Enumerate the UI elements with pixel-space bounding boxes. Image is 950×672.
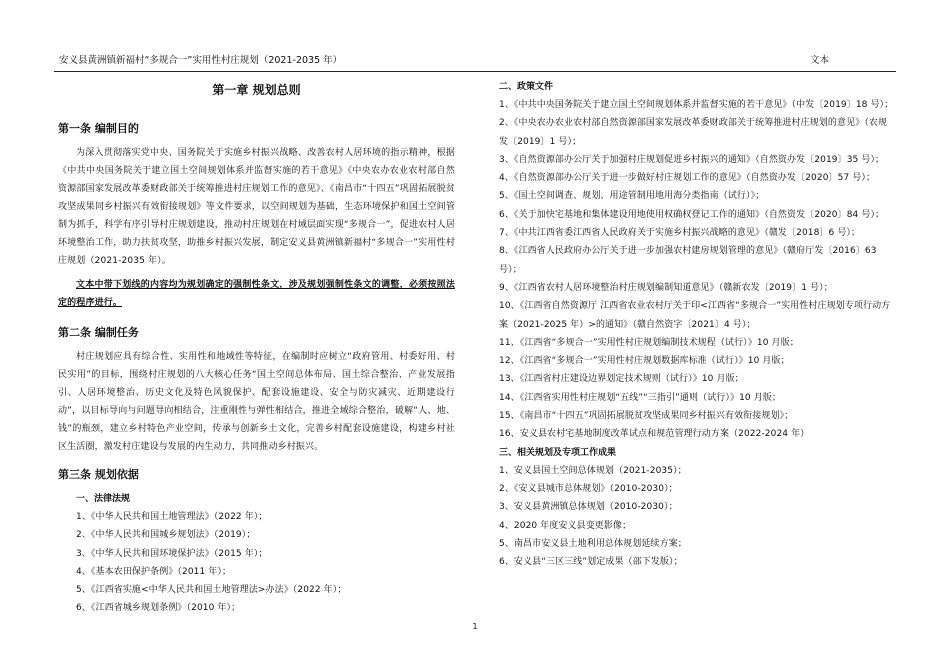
- article-1-title: 第一条 编制目的: [58, 122, 139, 135]
- list-item: 1、安义县国土空间总体规划（2021-2035）；: [499, 465, 687, 476]
- article-1-body: 为深入贯彻落实党中央、国务院关于实施乡村振兴战略、改善农村人居环境的指示精神，根据《中共中央国务院关于建立国土空间规划体系并监督实施的若干意见》《中央农办农业农村部自然资源部国家发展改革委财政部关于统筹推进村庄规划工作的意见》、《南昌市“十四五”巩固拓展脱贫攻坚成果同乡村振兴有效衔接规划》等文件要求，以空间规划为基础，生态环境保护和国土空间管制为抓手，科学有序引导村庄规划建设，推动村庄规划在村域层面实现“多规合一”，促进农村人居环境整治工作，助力扶贫攻坚，助推乡村振兴发展，制定安义县黄洲镇新福村“多规合一”实用性村庄规划（2021-2035 年）。: [58, 148, 455, 266]
- list-item: 1、《中共中央国务院关于建立国土空间规划体系并监督实施的若干意见》（中发〔2019〕18 号）；: [499, 100, 894, 110]
- list-item: 3、《自然资源部办公厅关于加强村庄规划促进乡村振兴的通知》（自然资办发〔2019〕35 号）；: [499, 154, 885, 165]
- plans-list: [499, 462, 895, 572]
- header-doc-type: 文本: [809, 55, 829, 66]
- left-column: [58, 78, 455, 618]
- article-2-body: 村庄规划应具有综合性、实用性和地域性等特征，在编制时应树立“政府管用、村委好用、村民实用”的目标，围绕村庄规划的八大核心任务“国土空间总体布局、国土综合整治、产业发展指引、人居环境整治、历史文化及特色风貌保护、配套设施建设、安全与防灾减灾、近期建设行动”，以目标导向与问题导向相结合，注重刚性与弹性相结合，推进全域综合整治，破解“人、地、钱”的瓶颈，建立乡村特色产业空间，传承与创新乡土文化，完善乡村配套设施建设，构建乡村社区生活圈，激发村庄建设与发展的内生动力，共同推动乡村振兴。: [58, 352, 455, 452]
- chapter-title: 第一章 规划总则: [212, 83, 301, 97]
- list-item: 15、《南昌市“十四五”巩固拓展脱贫攻坚成果同乡村振兴有效衔接规划》；: [499, 411, 794, 422]
- list-item: 6、安义县“三区三线”划定成果（部下发版）；: [499, 557, 683, 568]
- list-item: 16、安义县农村宅基地制度改革试点和规范管理行动方案（2022-2024 年）: [499, 429, 810, 440]
- laws-list: [58, 508, 455, 618]
- list-item: 5、南昌市安义县土地利用总体规划延续方案；: [499, 538, 687, 549]
- list-item: 9、《江西省农村人居环境整治村庄规划编制知道意见》（赣新农发〔2019〕1 号）；: [499, 282, 833, 293]
- list-item: 12、《江西省“多规合一”实用性村庄规划数据库标准（试行）》10 月版；: [499, 356, 790, 367]
- list-item: 6、《江西省城乡规划条例》（2010 年）；: [76, 603, 241, 614]
- page-header: [54, 54, 896, 72]
- article-3-title: 第三条 规划依据: [58, 468, 139, 481]
- article-2-title: 第二条 编制任务: [58, 326, 139, 339]
- list-item: 10、《江西省自然资源厅 江西省农业农村厅关于印<江西省“多规合一”实用性村庄规划专项行动方案（2021-2025 年）>的通知》（赣自然资字〔2021〕4 号）；: [499, 301, 891, 330]
- list-item: 2、《安义县城市总体规划》（2010-2030）；: [499, 483, 678, 494]
- list-item: 8、《江西省人民政府办公厅关于进一步加强农村建房规划管理的意见》（赣府厅发〔2016〕63 号）；: [499, 246, 877, 275]
- list-item: 2、《中华人民共和国城乡规划法》（2019）；: [76, 530, 256, 541]
- list-item: 14、《江西省实用性村庄规划“五线”“三指引”通则（试行）》10 月版；: [499, 392, 782, 403]
- list-item: 1、《中华人民共和国土地管理法》（2022 年）；: [76, 512, 268, 522]
- list-item: 4、2020 年度安义县变更影像；: [499, 520, 632, 531]
- list-item: 5、《江西省实施<中华人民共和国土地管理法>办法》（2022 年）；: [76, 585, 347, 596]
- right-column: [499, 78, 895, 571]
- list-item: 6、《关于加快宅基地和集体建设用地使用权确权登记工作的通知》（自然资发〔2020〕84 号）；: [499, 209, 885, 220]
- policies-list: [499, 96, 895, 444]
- list-item: 4、《基本农田保护条例》（2011 年）；: [76, 566, 232, 577]
- header-title: 安义县黄洲镇新福村“多规合一”实用性村庄规划（2021-2035 年）: [59, 55, 343, 66]
- list-item: 3、《中华人民共和国环境保护法》（2015 年）；: [76, 548, 268, 559]
- policies-subtitle: 二、政策文件: [499, 82, 554, 92]
- plans-subtitle: 三、相关规划及专项工作成果: [499, 447, 617, 458]
- list-item: 3、安义县黄洲镇总体规划（2010-2030）；: [499, 502, 678, 513]
- mandatory-note: 文本中带下划线的内容均为规划确定的强制性条文，涉及规划强制性条文的调整，必须按照法定的程序进行。: [58, 280, 455, 308]
- list-item: 11、《江西省“多规合一”实用性村庄规划编制技术规程（试行）》10 月版；: [499, 337, 799, 348]
- list-item: 7、《中共江西省委江西省人民政府关于实施乡村振兴战略的意见》（赣发〔2018〕6 号）；: [499, 228, 861, 239]
- list-item: 4、《自然资源部办公厅关于进一步做好村庄规划工作的意见》（自然资办发〔2020〕57 号）；: [499, 173, 876, 184]
- list-item: 5、《国土空间调查、规划、用途管制用地用海分类指南（试行）》；: [499, 191, 765, 202]
- laws-subtitle: 一、法律法规: [76, 494, 131, 504]
- list-item: 2、《中央农办农业农村部自然资源部国家发展改革委财政部关于统筹推进村庄规划的意见》（农规发〔2019〕1 号）；: [499, 118, 888, 147]
- page-number: 1: [472, 622, 478, 631]
- list-item: 13、《江西省村庄建设边界划定技术规则（试行）》10 月版；: [499, 374, 744, 385]
